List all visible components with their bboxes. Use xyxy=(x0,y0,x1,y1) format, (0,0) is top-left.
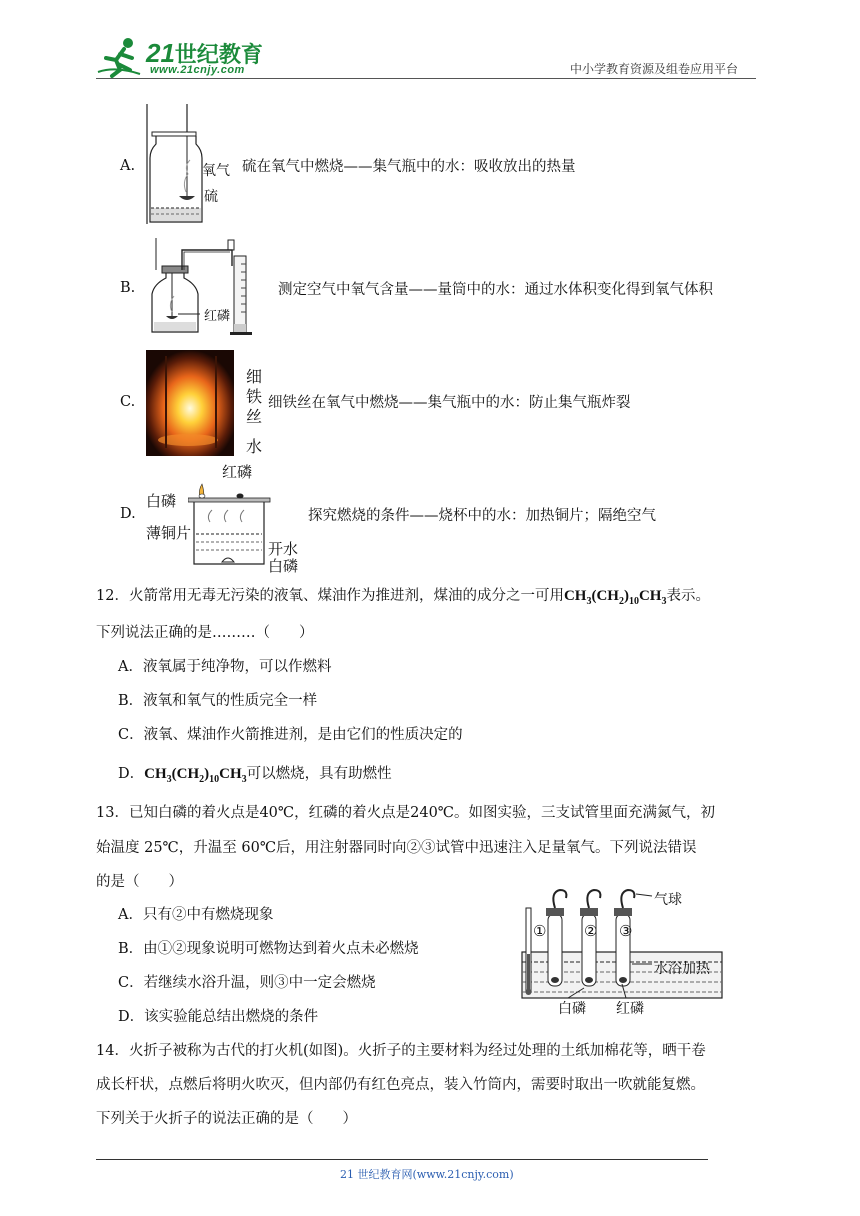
q13-option-b: B．由①②现象说明可燃物达到着火点未必燃烧 xyxy=(118,941,419,957)
footer-divider xyxy=(96,1159,708,1160)
q12-line2: 下列说法正确的是………（ ） xyxy=(96,625,314,641)
q13-option-c: C．若继续水浴升温，则③中一定会燃烧 xyxy=(118,975,376,991)
q12-option-d: D．$CH_3(CH_2)_{10}CH_3$可以燃烧，具有助燃性 xyxy=(118,766,392,785)
logo-number: 21 xyxy=(146,38,175,68)
q12-option-b: B．液氧和氧气的性质完全一样 xyxy=(118,693,318,709)
fig-label-balloon: 气球 xyxy=(654,892,682,908)
fig-label: 硫 xyxy=(204,189,218,205)
option-letter: C. xyxy=(120,394,136,410)
fig-label-vertical: 细 铁 丝 xyxy=(246,367,263,426)
header-platform-text: 中小学教育资源及组卷应用平台 xyxy=(570,62,739,76)
fig-label-white-phosphorus: 白磷 xyxy=(558,1001,586,1017)
logo-url: www.21cnjy.com xyxy=(150,64,245,76)
fig-label-red-phosphorus: 红磷 xyxy=(616,1001,644,1017)
fig-label: 开水 xyxy=(268,540,299,558)
fig-label: 白磷 xyxy=(268,557,299,575)
option-letter: A. xyxy=(120,158,136,174)
q14-line1: 14．火折子被称为古代的打火机(如图)。火折子的主要材料为经过处理的土纸加棉花等，晒干卷 xyxy=(96,1043,706,1059)
fig-label: 氧气 xyxy=(202,163,230,179)
tube-number-3: ③ xyxy=(619,922,633,940)
fig-label: 水 xyxy=(246,437,263,456)
three-test-tubes-figure xyxy=(516,884,730,1014)
q13-line3: 的是（ ） xyxy=(96,874,183,890)
q14-line2: 成长杆状，点燃后将明火吹灭，但内部仍有红色亮点，装入竹筒内，需要时取出一吹就能复燃。 xyxy=(96,1077,705,1093)
logo-name: 世纪教育 xyxy=(174,43,263,68)
footer-link[interactable]: 21 世纪教育网(www.21cnjy.com) xyxy=(340,1168,514,1181)
fig-label: 薄铜片 xyxy=(146,524,192,542)
option-letter: D. xyxy=(120,506,136,522)
combustion-conditions-figure xyxy=(188,478,274,570)
option-letter: B. xyxy=(120,280,136,296)
fig-label: 红磷 xyxy=(204,309,231,324)
kerosene-formula: $CH_3(CH_2)_{10}CH_3$ xyxy=(563,588,667,607)
option-text: 测定空气中氧气含量——量筒中的水：通过水体积变化得到氧气体积 xyxy=(278,282,713,298)
option-text: 细铁丝在氧气中燃烧——集气瓶中的水：防止集气瓶炸裂 xyxy=(268,395,631,411)
tube-number-2: ② xyxy=(584,922,598,940)
tube-number-1: ① xyxy=(533,922,547,940)
q13-line2: 始温度 25℃，升温至 60℃后，用注射器同时向②③试管中迅速注入足量氧气。下列说法错误 xyxy=(96,840,697,856)
fig-label: 白磷 xyxy=(146,492,177,510)
header-divider xyxy=(96,78,756,79)
iron-wire-burning-photo xyxy=(146,350,234,456)
fig-label-water-bath: 水浴加热 xyxy=(654,961,710,977)
q13-line1: 13．已知白磷的着火点是40℃，红磷的着火点是240℃。如图实验，三支试管里面充满氮气，初 xyxy=(96,805,716,821)
q12-option-c: C．液氧、煤油作火箭推进剂，是由它们的性质决定的 xyxy=(118,727,463,743)
q12-line1: 12．火箭常用无毒无污染的液氧、煤油作为推进剂，煤油的成分之一可用$CH_3(CH_2)_{10}CH_3$表示。 xyxy=(96,588,710,607)
q12-option-a: A．液氧属于纯净物，可以作燃料 xyxy=(118,659,332,675)
q14-line3: 下列关于火折子的说法正确的是（ ） xyxy=(96,1111,357,1127)
option-text: 探究燃烧的条件——烧杯中的水：加热铜片；隔绝空气 xyxy=(308,508,656,524)
oxygen-content-figure xyxy=(148,236,268,340)
fig-label: 红磷 xyxy=(222,463,253,481)
runner-logo-icon xyxy=(96,36,146,78)
q13-option-a: A．只有②中有燃烧现象 xyxy=(118,907,274,923)
kerosene-formula: $CH_3(CH_2)_{10}CH_3$ xyxy=(144,766,247,785)
q13-option-d: D．该实验能总结出燃烧的条件 xyxy=(118,1009,319,1025)
option-text: 硫在氧气中燃烧——集气瓶中的水：吸收放出的热量 xyxy=(242,159,576,175)
